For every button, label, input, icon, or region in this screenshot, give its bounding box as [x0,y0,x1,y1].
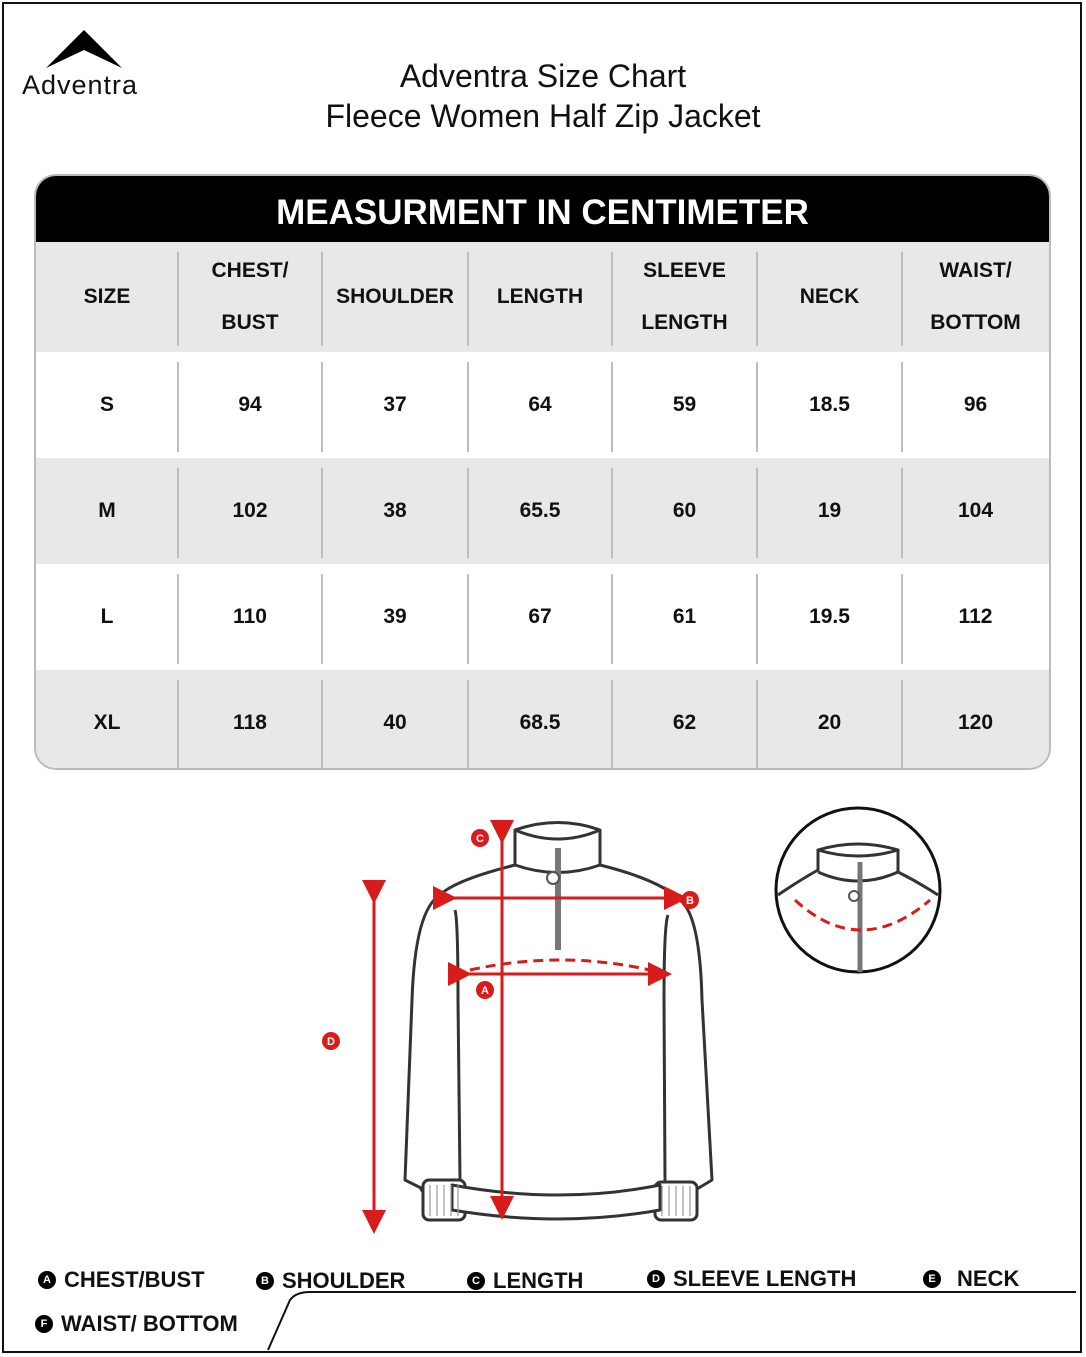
jacket-diagram [0,800,1086,1240]
measure-cell: 65.5 [519,499,561,522]
column-header [902,242,1049,352]
page-title: Adventra Size Chart [399,58,687,94]
column-header-line1: WAIST/ [939,259,1012,282]
table-row [36,564,1049,670]
column-header-line2: BUST [221,311,279,334]
column-header [757,242,902,352]
legend-item [647,1266,856,1292]
measure-cell: 38 [383,499,407,522]
measure-cell: 102 [232,499,268,522]
measure-cell: 104 [957,499,994,522]
column-header [612,242,757,352]
size-cell: S [99,393,114,416]
measure-cell: 37 [383,393,407,416]
legend-letter-badge: A [38,1271,56,1289]
column-header [178,242,322,352]
measure-cell: 62 [672,711,697,734]
measure-cell: 19.5 [809,605,850,628]
legend-letter-badge: B [256,1272,274,1290]
column-header-line1: LENGTH [496,285,584,308]
size-table [34,174,1051,770]
measure-cell: 64 [528,393,552,416]
measure-cell: 18.5 [809,393,850,416]
measure-cell: 39 [383,605,407,628]
size-cell: XL [93,711,121,734]
column-header-line1: SHOULDER [336,285,454,308]
column-header [468,242,612,352]
table-row [36,352,1049,458]
measure-cell: 60 [672,499,697,522]
brand-name: Adventra [22,70,139,100]
column-header-line1: NECK [799,285,860,308]
column-header [322,242,468,352]
legend-item [923,1266,1019,1292]
table-heading: MEASURMENT IN CENTIMETER [36,176,1049,242]
table-header-row [36,242,1049,352]
footer-divider [0,1290,1086,1357]
marker-c: C [476,833,484,845]
column-header-line2: LENGTH [641,311,728,334]
legend-letter-badge: F [35,1315,53,1333]
measure-cell: 112 [958,605,993,628]
measure-cell: 20 [817,711,842,734]
legend-label: NECK [957,1266,1020,1291]
measure-cell: 61 [672,605,697,628]
legend-letter-badge: E [923,1270,941,1288]
size-cell: L [100,605,114,628]
measure-cell: 96 [963,393,988,416]
legend-letter-badge: C [467,1272,485,1290]
legend-label: LENGTH [493,1268,584,1293]
measure-cell: 118 [233,711,267,734]
measure-cell: 40 [383,711,407,734]
marker-d: D [327,1036,335,1048]
column-header-line1: SIZE [83,285,131,308]
page-subtitle: Fleece Women Half Zip Jacket [325,98,761,134]
measure-cell: 67 [528,605,552,628]
legend-label: SHOULDER [282,1268,406,1293]
measure-cell: 110 [233,605,267,628]
table-row [36,670,1049,770]
legend-label: WAIST/ BOTTOM [61,1311,238,1336]
measure-cell: 120 [957,711,994,734]
table-row [36,458,1049,564]
legend-label: SLEEVE LENGTH [673,1266,857,1291]
column-header-line2: BOTTOM [930,311,1021,334]
measure-cell: 68.5 [519,711,561,734]
neck-detail [776,808,940,972]
legend-label: CHEST/BUST [64,1267,205,1292]
size-cell: M [98,499,116,522]
column-header-line1: CHEST/ [211,259,289,282]
legend-letter-badge: D [647,1270,665,1288]
measure-cell: 94 [238,393,262,416]
measure-cell: 59 [672,393,697,416]
column-header [36,242,178,352]
marker-a: A [481,985,489,997]
column-header-line1: SLEEVE [643,259,726,282]
marker-b: B [686,895,694,907]
measure-cell: 19 [817,499,842,522]
